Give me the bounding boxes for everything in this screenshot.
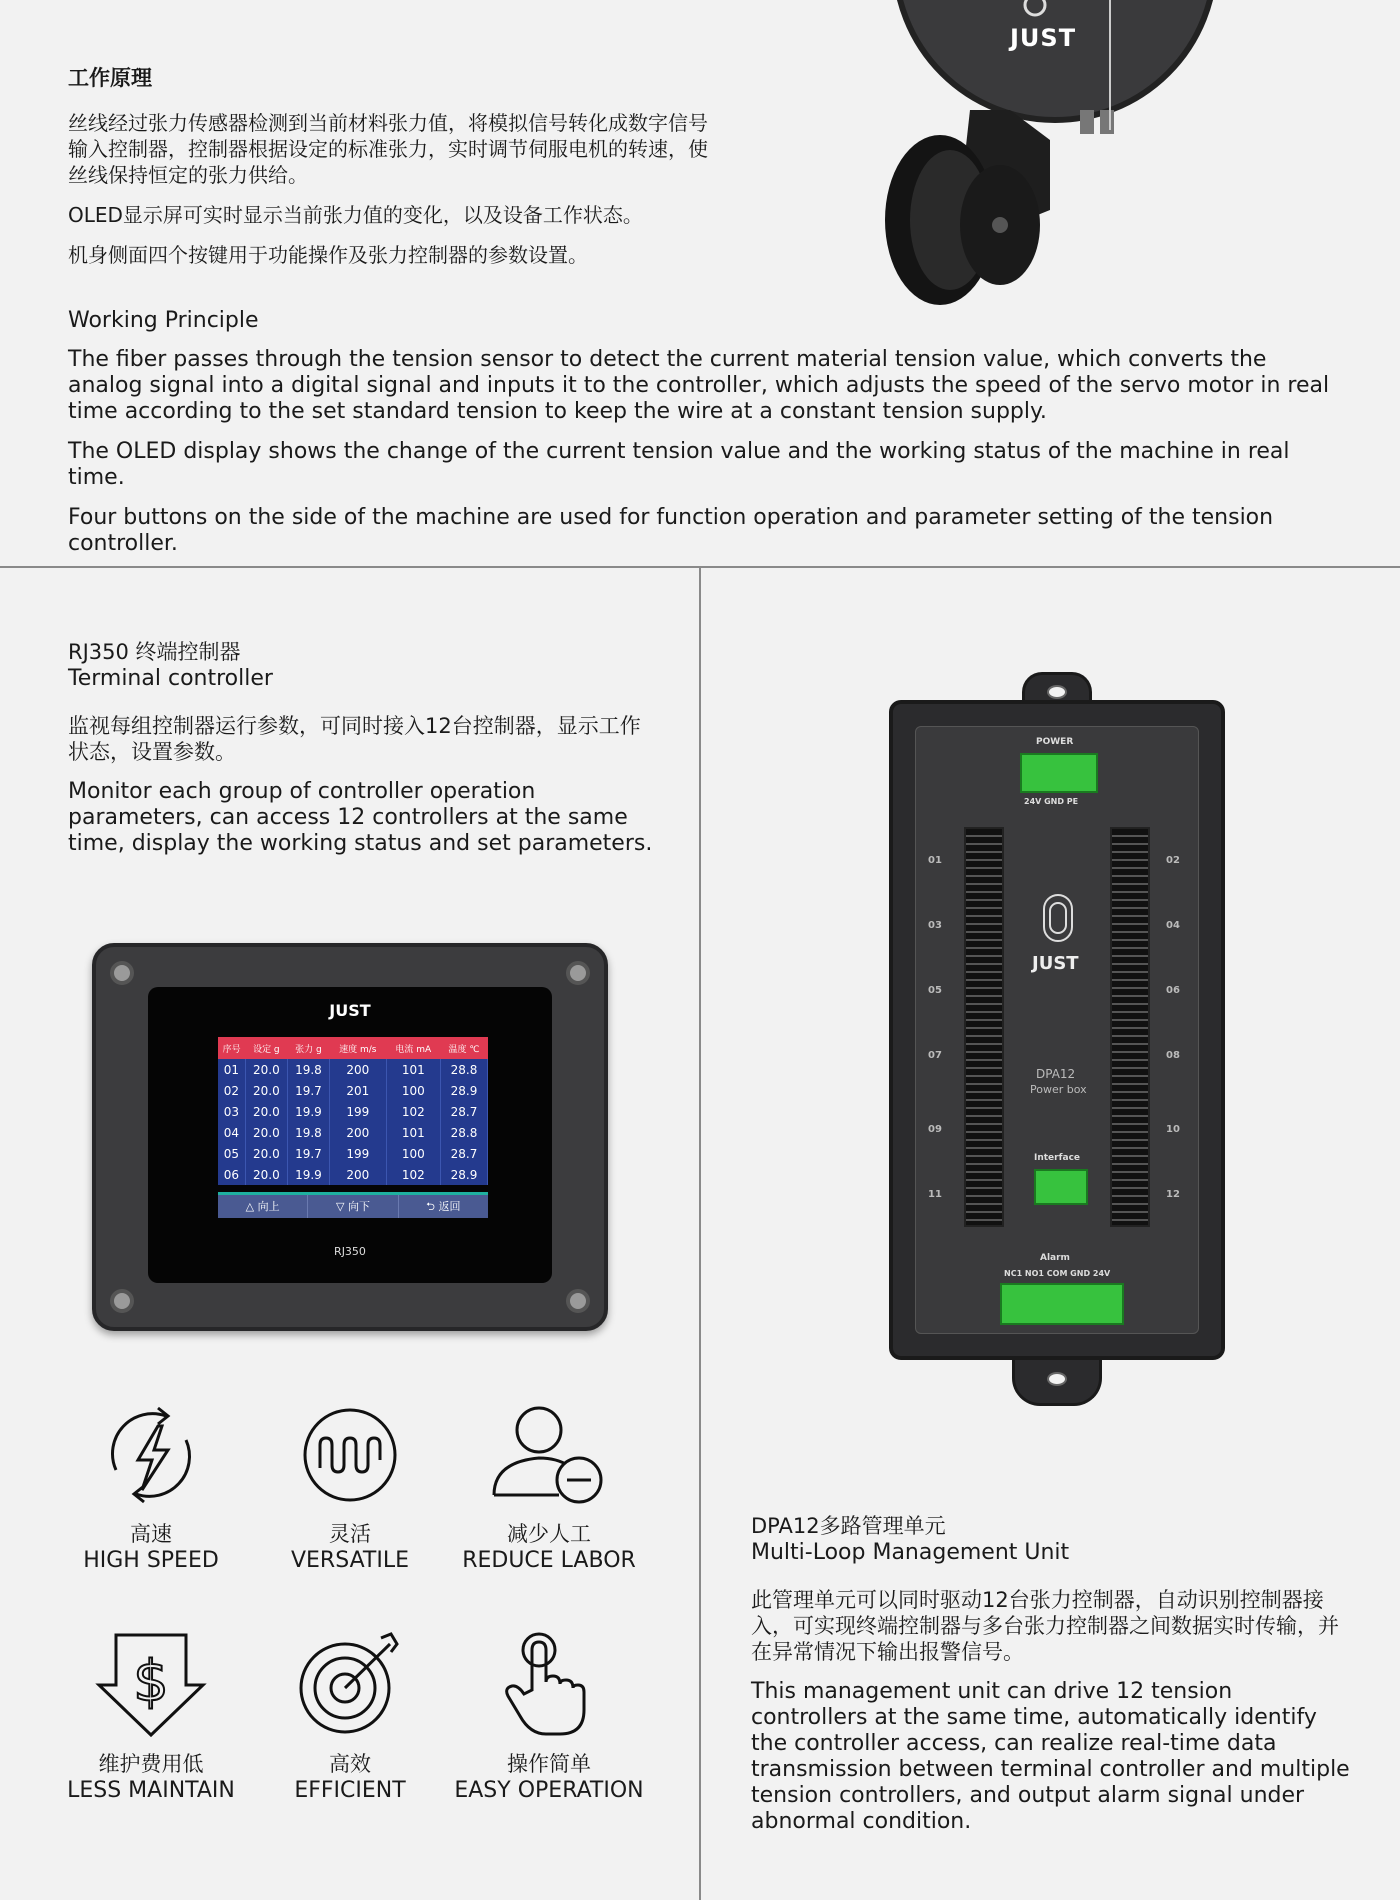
table-header: 设定 g — [245, 1037, 287, 1059]
port-number: 01 — [928, 855, 942, 866]
principle-paragraph-en: The OLED display shows the change of the current tension value and the working status of the machine in real time. — [68, 439, 1290, 490]
alarm-label: Alarm — [1040, 1253, 1070, 1263]
feature-versatile — [250, 1400, 450, 1573]
table-header: 电流 mA — [386, 1037, 440, 1059]
feature-label-cn: 高速 — [130, 1522, 172, 1546]
table-cell: 199 — [329, 1143, 386, 1164]
principle-paragraph-en: The fiber passes through the tension sensor to detect the current material tension value, which converts the analog signal into a digital signal and inputs it to the controller, which adjusts the speed of the servo motor in real time according to the set standard tension to keep the wire at a constant tension supply. — [68, 347, 1330, 424]
principle-title-cn: 工作原理 — [68, 66, 152, 90]
feature-efficient — [250, 1630, 450, 1803]
table-cell: 102 — [386, 1164, 440, 1185]
lightning-cycle-icon — [96, 1400, 206, 1510]
feature-easy-operation — [449, 1630, 649, 1803]
port-number: 06 — [1166, 985, 1180, 996]
port-number: 07 — [928, 1050, 942, 1061]
table-row — [218, 1164, 488, 1185]
table-cell: 01 — [218, 1059, 245, 1080]
port-number: 03 — [928, 920, 942, 931]
feature-label-en: EASY OPERATION — [454, 1778, 644, 1803]
table-cell: 06 — [218, 1164, 245, 1185]
feature-less-maintain — [51, 1630, 251, 1803]
principle-paragraph-en: Four buttons on the side of the machine are used for function operation and parameter setting of the tension controller. — [68, 505, 1274, 556]
interface-connector — [1034, 1169, 1088, 1205]
table-cell: 20.0 — [245, 1059, 287, 1080]
table-cell: 03 — [218, 1101, 245, 1122]
principle-title-en: Working Principle — [68, 308, 259, 333]
table-row — [218, 1122, 488, 1143]
principle-paragraph-cn: 丝线经过张力传感器检测到当前材料张力值，将模拟信号转化成数字信号输入控制器，控制器根据设定的标准张力，实时调节伺服电机的转速，使丝线保持恒定的张力供给。 — [68, 111, 708, 187]
device-brand-label: JUST — [1010, 24, 1077, 52]
table-row — [218, 1059, 488, 1080]
table-cell: 05 — [218, 1143, 245, 1164]
screen-model: RJ350 — [334, 1245, 366, 1258]
table-row — [218, 1143, 488, 1164]
table-cell: 19.9 — [287, 1101, 329, 1122]
table-cell: 20.0 — [245, 1101, 287, 1122]
dpa12-text — [751, 1510, 1351, 1835]
terminal-desc-en: Monitor each group of controller operation parameters, can access 12 controllers at the same time, display the working status and set parameters. — [68, 779, 653, 856]
port-number: 09 — [928, 1124, 942, 1135]
table-header: 序号 — [218, 1037, 245, 1059]
feature-label-en: REDUCE LABOR — [462, 1548, 636, 1573]
interface-label: Interface — [1034, 1153, 1081, 1163]
dpa-brand: JUST — [1032, 953, 1079, 974]
terminal-screen — [148, 987, 552, 1283]
port-number: 05 — [928, 985, 942, 996]
tap-hand-icon — [494, 1630, 604, 1740]
feature-label-cn: 维护费用低 — [98, 1752, 204, 1776]
feature-label-cn: 高效 — [329, 1752, 371, 1776]
screw-icon — [110, 961, 134, 985]
table-cell: 200 — [329, 1122, 386, 1143]
table-cell: 102 — [386, 1101, 440, 1122]
nav-back-label: ⮌ 返回 — [426, 1200, 461, 1213]
terminal-controller-text — [68, 636, 668, 857]
table-row — [218, 1080, 488, 1101]
port-number: 12 — [1166, 1189, 1180, 1200]
dpa12-panel — [915, 726, 1199, 1334]
dollar-down-icon — [91, 1630, 211, 1740]
terminal-title-cn: RJ350 终端控制器 — [68, 640, 241, 664]
feature-label-cn: 减少人工 — [507, 1522, 591, 1546]
dpa-title-en: Multi-Loop Management Unit — [751, 1540, 1070, 1565]
table-cell: 20.0 — [245, 1080, 287, 1101]
vertical-divider — [699, 567, 701, 1900]
table-cell: 201 — [329, 1080, 386, 1101]
table-cell: 200 — [329, 1164, 386, 1185]
table-cell: 28.7 — [440, 1143, 487, 1164]
screen-table — [218, 1037, 488, 1185]
screen-brand: JUST — [329, 1001, 371, 1020]
feature-label-en: VERSATILE — [290, 1548, 410, 1573]
table-cell: 19.8 — [287, 1122, 329, 1143]
table-row — [218, 1101, 488, 1122]
table-cell: 20.0 — [245, 1143, 287, 1164]
table-cell: 02 — [218, 1080, 245, 1101]
working-principle-section — [0, 0, 1400, 566]
dpa-model-sub: Power box — [1030, 1083, 1087, 1096]
table-cell: 20.0 — [245, 1164, 287, 1185]
table-cell: 19.9 — [287, 1164, 329, 1185]
port-number: 11 — [928, 1189, 942, 1200]
table-cell: 20.0 — [245, 1122, 287, 1143]
screw-icon — [566, 1289, 590, 1313]
feature-label-cn: 操作简单 — [507, 1752, 591, 1776]
just-logo-icon — [1040, 893, 1076, 945]
table-cell: 28.8 — [440, 1122, 487, 1143]
dpa-desc-cn: 此管理单元可以同时驱动12台张力控制器，自动识别控制器接入，可实现终端控制器与多台张力控制器之间数据实时传输，并在异常情况下输出报警信号。 — [751, 1588, 1339, 1664]
table-header: 张力 g — [287, 1037, 329, 1059]
table-header: 速度 m/s — [329, 1037, 386, 1059]
power-label: POWER — [1036, 737, 1074, 747]
table-header: 温度 ℃ — [440, 1037, 487, 1059]
feature-reduce-labor — [449, 1400, 649, 1573]
power-connector — [1020, 753, 1098, 793]
feature-high-speed — [51, 1400, 251, 1573]
alarm-connector — [1000, 1283, 1124, 1325]
screen-nav-bar — [218, 1192, 488, 1218]
dpa-title-cn: DPA12多路管理单元 — [751, 1514, 946, 1538]
table-cell: 28.9 — [440, 1080, 487, 1101]
nav-up-label: △ 向上 — [218, 1195, 308, 1218]
alarm-pins-label: NC1 NO1 COM GND 24V — [1004, 1269, 1111, 1278]
terminal-controller-image — [92, 943, 608, 1331]
principle-paragraph-cn: 机身侧面四个按键用于功能操作及张力控制器的参数设置。 — [68, 243, 588, 267]
feature-label-en: HIGH SPEED — [83, 1548, 219, 1573]
table-cell: 28.9 — [440, 1164, 487, 1185]
feature-label-en: EFFICIENT — [294, 1778, 406, 1803]
wave-circle-icon — [295, 1400, 405, 1510]
screw-icon — [110, 1289, 134, 1313]
dpa12-box-image — [889, 700, 1225, 1360]
table-cell: 101 — [386, 1122, 440, 1143]
dpa-desc-en: This management unit can drive 12 tension controllers at the same time, automatically identify the controller access, can realize real-time data transmission between terminal controller and multiple tension controllers, and output alarm signal under abnormal condition. — [751, 1679, 1350, 1834]
user-minus-icon — [489, 1400, 609, 1510]
right-port-bank — [1110, 827, 1150, 1227]
table-cell: 28.7 — [440, 1101, 487, 1122]
screw-icon — [566, 961, 590, 985]
svg-text:$: $ — [133, 1649, 169, 1714]
terminal-desc-cn: 监视每组控制器运行参数，可同时接入12台控制器，显示工作状态，设置参数。 — [68, 714, 641, 764]
nav-down-label: ▽ 向下 — [308, 1195, 398, 1218]
table-cell: 19.7 — [287, 1080, 329, 1101]
table-cell: 100 — [386, 1080, 440, 1101]
dpa-model: DPA12 — [1036, 1067, 1076, 1081]
power-pins-label: 24V GND PE — [1024, 797, 1079, 806]
table-cell: 04 — [218, 1122, 245, 1143]
table-cell: 28.8 — [440, 1059, 487, 1080]
feature-label-cn: 灵活 — [329, 1522, 371, 1546]
port-number: 08 — [1166, 1050, 1180, 1061]
port-number: 02 — [1166, 855, 1180, 866]
table-cell: 200 — [329, 1059, 386, 1080]
table-cell: 101 — [386, 1059, 440, 1080]
left-port-bank — [964, 827, 1004, 1227]
target-arrow-icon — [295, 1630, 405, 1740]
port-number: 04 — [1166, 920, 1180, 931]
tension-device-image — [870, 0, 1290, 310]
table-cell: 199 — [329, 1101, 386, 1122]
principle-paragraph-cn: OLED显示屏可实时显示当前张力值的变化，以及设备工作状态。 — [68, 203, 643, 227]
terminal-title-en: Terminal controller — [68, 666, 273, 691]
table-cell: 19.7 — [287, 1143, 329, 1164]
table-cell: 100 — [386, 1143, 440, 1164]
port-number: 10 — [1166, 1124, 1180, 1135]
feature-label-en: LESS MAINTAIN — [67, 1778, 235, 1803]
table-cell: 19.8 — [287, 1059, 329, 1080]
